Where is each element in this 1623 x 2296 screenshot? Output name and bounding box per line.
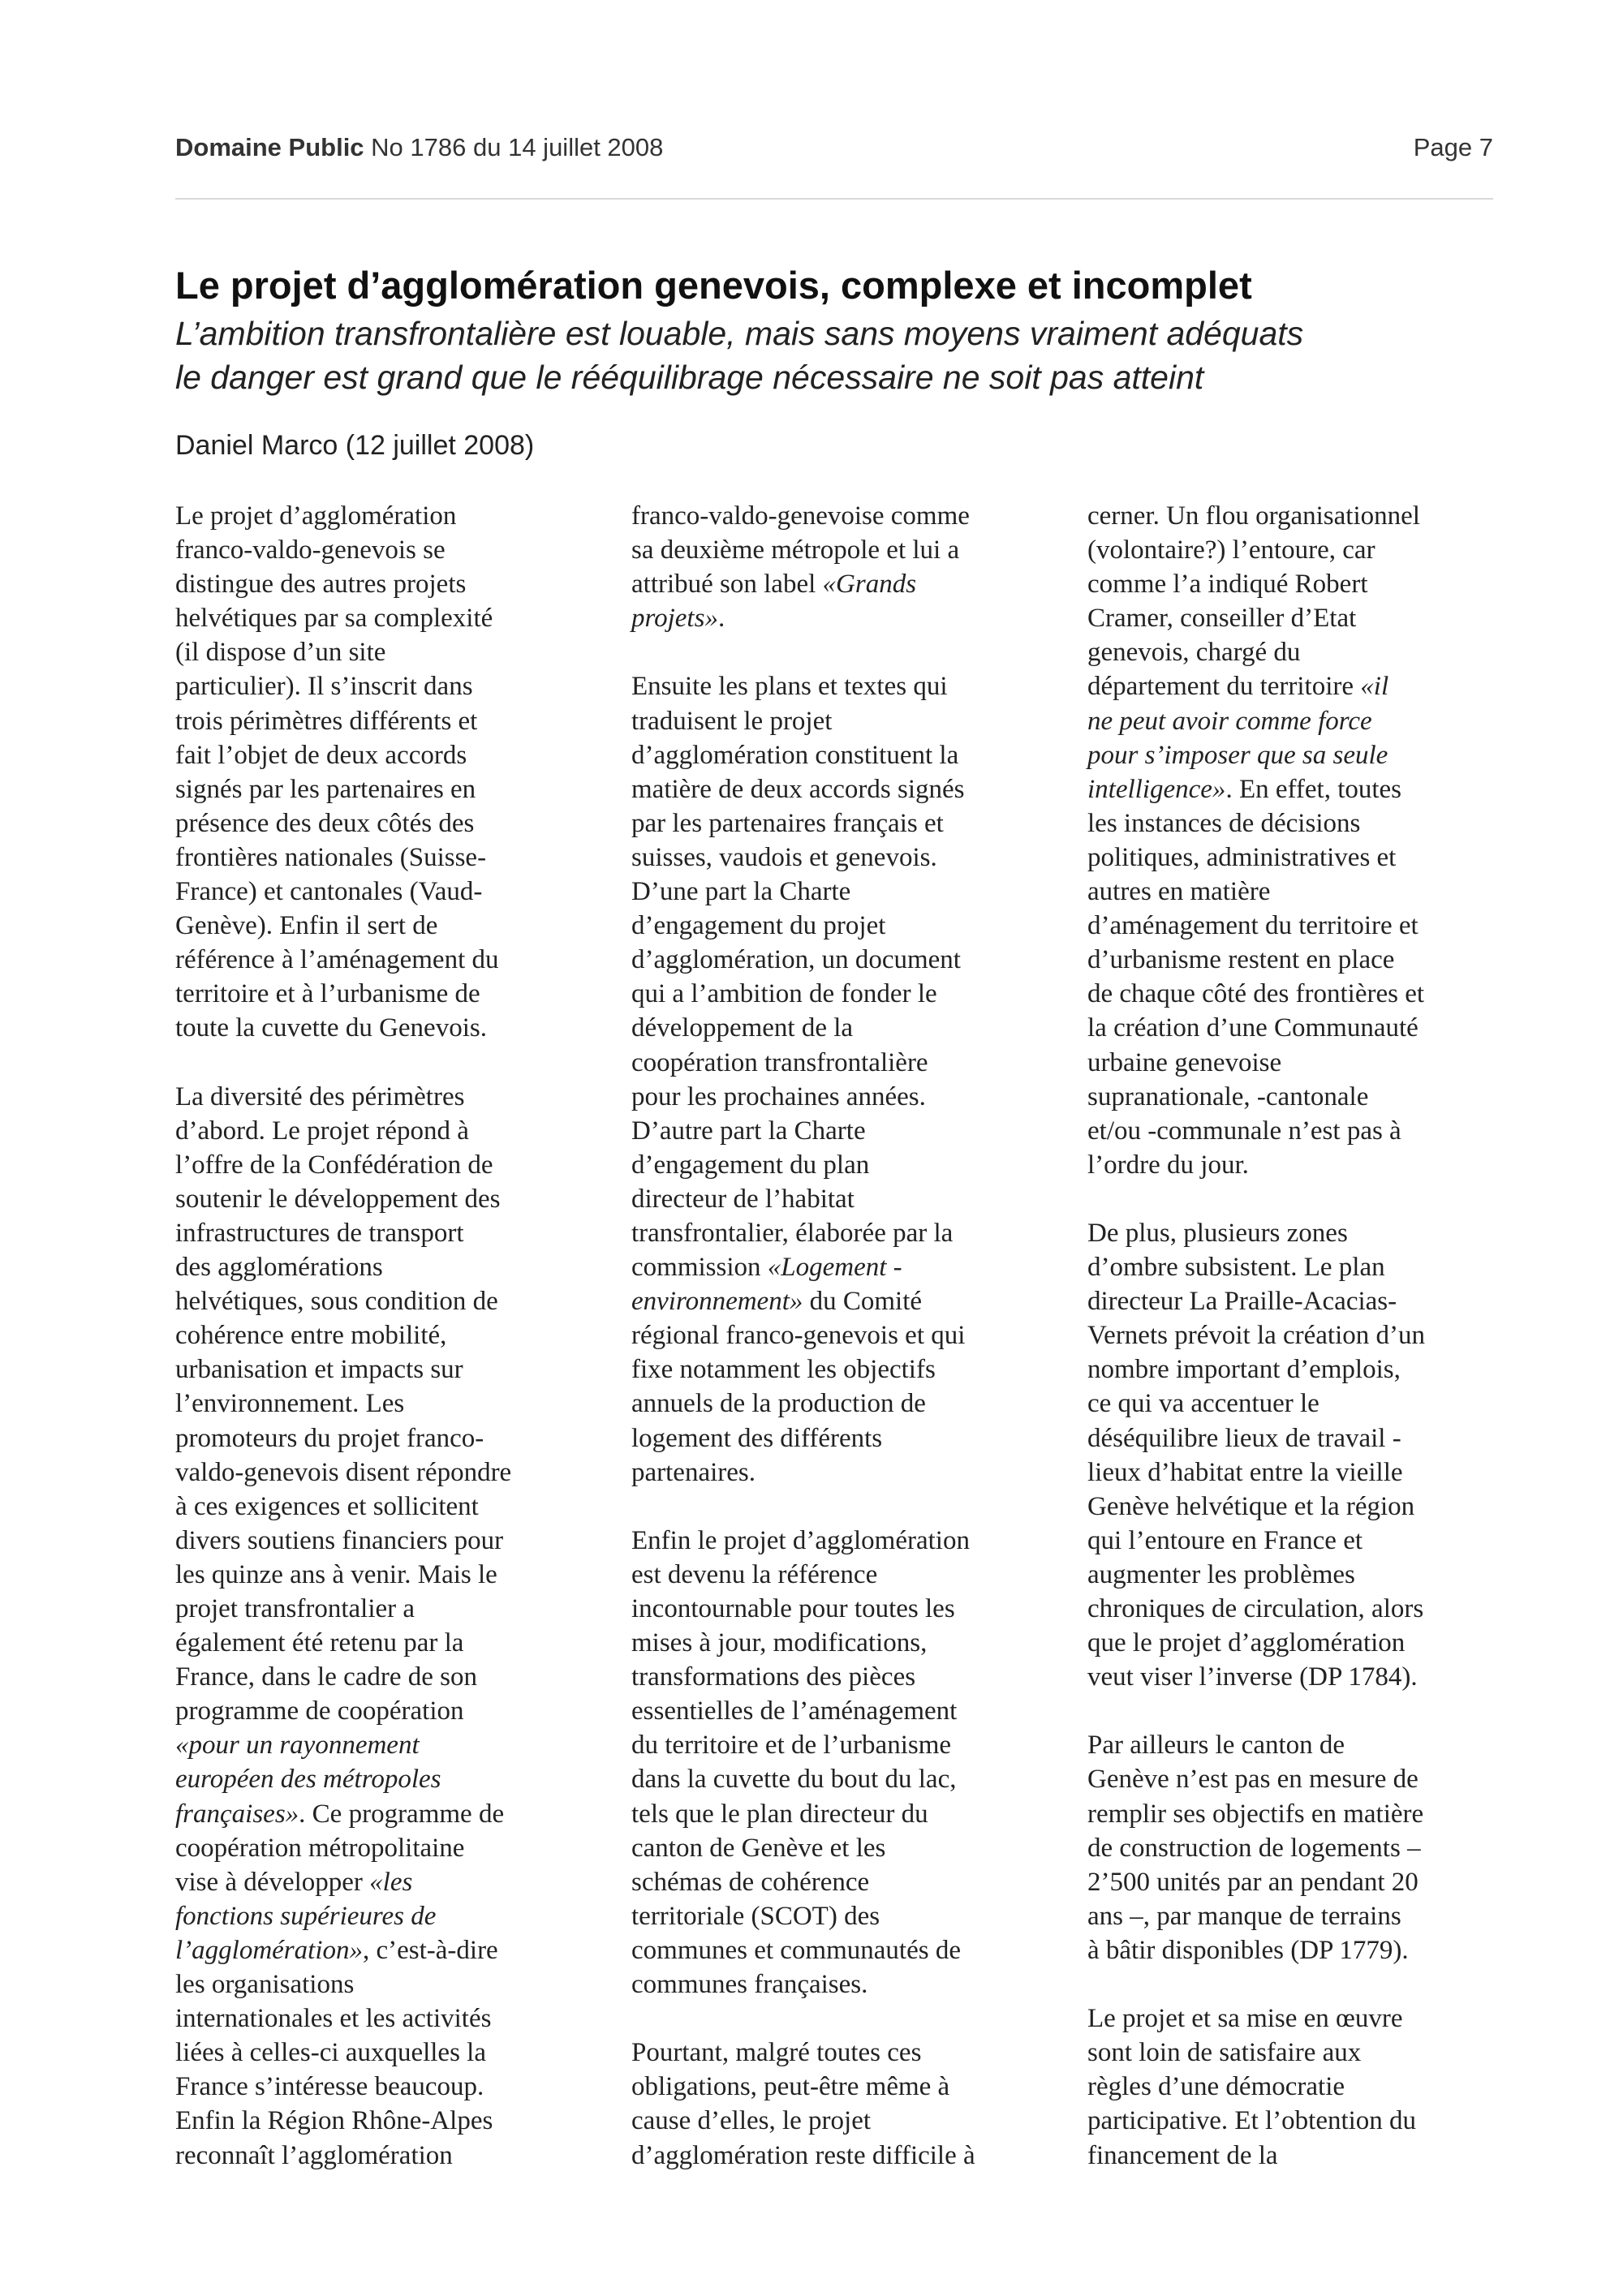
text-line: divers soutiens financiers pour <box>175 1525 504 1555</box>
text-line: promoteurs du projet franco- <box>175 1423 484 1453</box>
text-line: fait l’objet de deux accords <box>175 740 467 770</box>
text-line: D’autre part la Charte <box>631 1116 866 1146</box>
text-line: augmenter les problèmes <box>1087 1559 1355 1589</box>
text-line: supranationale, -cantonale <box>1087 1081 1369 1111</box>
text-line: France) et cantonales (Vaud- <box>175 877 483 907</box>
text-line: helvétiques, sous condition de <box>175 1287 498 1317</box>
text-line: présence des deux côtés des <box>175 808 475 838</box>
text-line: Par ailleurs le canton de <box>1087 1731 1345 1761</box>
text-line: fixe notamment les objectifs <box>631 1355 936 1385</box>
text-line: dans la cuvette du bout du lac, <box>631 1765 957 1795</box>
text-line: l’offre de la Confédération de <box>175 1150 493 1180</box>
text-line: tels que le plan directeur du <box>631 1799 928 1829</box>
text-line: franco-valdo-genevois se <box>175 535 446 565</box>
text-line: canton de Genève et les <box>631 1833 886 1863</box>
text-line: référence à l’aménagement du <box>175 945 499 975</box>
page-number: Page 7 <box>1413 133 1493 161</box>
text-line: régional franco-genevois et qui <box>631 1321 966 1351</box>
text-line: transformations des pièces <box>631 1662 916 1692</box>
text-line: d’abord. Le projet répond à <box>175 1116 469 1146</box>
text-line: et/ou -communale n’est pas à <box>1087 1116 1401 1146</box>
text-line: cohérence entre mobilité, <box>175 1321 447 1351</box>
text-line: européen des métropoles <box>175 1765 441 1795</box>
text-line: ne peut avoir comme force <box>1087 706 1372 736</box>
text-line: Enfin la Région Rhône-Alpes <box>175 2106 493 2136</box>
text-line: développement de la <box>631 1013 854 1043</box>
text-line: pour les prochaines années. <box>631 1081 926 1111</box>
issue-info: No 1786 du 14 juillet 2008 <box>371 133 664 161</box>
text-line: d’engagement du projet <box>631 911 886 941</box>
text-column-3 <box>1087 499 1509 2173</box>
text-line: est devenu la référence <box>631 1559 878 1589</box>
text-line: France s’intéresse beaucoup. <box>175 2072 484 2102</box>
text-line: territoriale (SCOT) des <box>631 1901 880 1931</box>
text-line: matière de deux accords signés <box>631 774 965 804</box>
text-line: D’une part la Charte <box>631 877 851 907</box>
text-line: toute la cuvette du Genevois. <box>175 1013 487 1043</box>
text-line: Le projet d’agglomération <box>175 501 457 531</box>
text-column-1 <box>175 499 597 2173</box>
text-line: remplir ses objectifs en matière <box>1087 1799 1424 1829</box>
text-line: sont loin de satisfaire aux <box>1087 2038 1362 2068</box>
text-line: communes et communautés de <box>631 1935 961 1965</box>
text-line: France, dans le cadre de son <box>175 1662 478 1692</box>
text-line: françaises». Ce programme de <box>175 1799 505 1829</box>
text-line: annuels de la production de <box>631 1389 926 1419</box>
text-line: cerner. Un flou organisationnel <box>1087 501 1420 531</box>
text-line: d’aménagement du territoire et <box>1087 911 1419 941</box>
text-line: (il dispose d’un site <box>175 638 386 668</box>
text-line: cause d’elles, le projet <box>631 2106 872 2136</box>
article-title: Le projet d’agglomération genevois, complexe et incomplet <box>175 264 1252 307</box>
page-header <box>175 133 1493 169</box>
text-line: vise à développer «les <box>175 1867 413 1897</box>
article-subtitle <box>175 312 1514 399</box>
text-line: territoire et à l’urbanisme de <box>175 979 480 1009</box>
text-line: commission «Logement - <box>631 1253 902 1283</box>
text-line: financement de la <box>1087 2140 1278 2170</box>
text-line: logement des différents <box>631 1423 883 1453</box>
paragraph-gap <box>175 1046 597 1080</box>
text-line: la création d’une Communauté <box>1087 1013 1419 1043</box>
text-line: du territoire et de l’urbanisme <box>631 1731 952 1761</box>
paragraph-gap <box>1087 1694 1509 1728</box>
text-column-2 <box>631 499 1053 2173</box>
text-line: environnement» du Comité <box>631 1287 923 1317</box>
text-line: d’agglomération reste difficile à <box>631 2140 975 2170</box>
text-line: politiques, administratives et <box>1087 842 1397 872</box>
text-line: veut viser l’inverse (DP 1784). <box>1087 1662 1418 1692</box>
text-line: obligations, peut-être même à <box>631 2072 950 2102</box>
text-line: «pour un rayonnement <box>175 1731 420 1761</box>
text-line: l’agglomération», c’est-à-dire <box>175 1935 498 1965</box>
text-line: valdo-genevois disent répondre <box>175 1457 512 1487</box>
text-line: ce qui va accentuer le <box>1087 1389 1319 1419</box>
text-line: directeur La Praille-Acacias- <box>1087 1287 1397 1317</box>
text-line: l’environnement. Les <box>175 1389 405 1419</box>
text-line: De plus, plusieurs zones <box>1087 1218 1348 1248</box>
text-line: par les partenaires français et <box>631 808 944 838</box>
text-line: Pourtant, malgré toutes ces <box>631 2038 922 2068</box>
text-line: communes françaises. <box>631 1970 868 2000</box>
text-line: de chaque côté des frontières et <box>1087 979 1425 1009</box>
publication-name: Domaine Public <box>175 133 364 161</box>
header-divider <box>175 198 1493 200</box>
text-line: Enfin le projet d’agglomération <box>631 1525 970 1555</box>
text-line: les quinze ans à venir. Mais le <box>175 1559 497 1589</box>
text-line: soutenir le développement des <box>175 1184 501 1214</box>
text-line: partenaires. <box>631 1457 756 1487</box>
text-line: internationales et les activités <box>175 2004 492 2034</box>
text-line: fonctions supérieures de <box>175 1901 437 1931</box>
text-line: programme de coopération <box>175 1696 464 1726</box>
text-line: participative. Et l’obtention du <box>1087 2106 1417 2136</box>
text-line: les instances de décisions <box>1087 808 1361 838</box>
text-line: particulier). Il s’inscrit dans <box>175 672 473 702</box>
text-line: urbanisation et impacts sur <box>175 1355 463 1385</box>
text-line: règles d’une démocratie <box>1087 2072 1345 2102</box>
text-line: à bâtir disponibles (DP 1779). <box>1087 1935 1409 1965</box>
text-line: intelligence». En effet, toutes <box>1087 774 1402 804</box>
paragraph-gap <box>631 635 1053 669</box>
text-line: d’agglomération constituent la <box>631 740 959 770</box>
text-line: Genève). Enfin il sert de <box>175 911 438 941</box>
text-line: qui l’entoure en France et <box>1087 1525 1363 1555</box>
byline: Daniel Marco (12 juillet 2008) <box>175 430 535 461</box>
text-line: les organisations <box>175 1970 355 2000</box>
text-line: liées à celles-ci auxquelles la <box>175 2038 486 2068</box>
text-line: qui a l’ambition de fonder le <box>631 979 937 1009</box>
text-line: attribué son label «Grands <box>631 570 917 600</box>
text-line: déséquilibre lieux de travail - <box>1087 1423 1401 1453</box>
text-line: à ces exigences et sollicitent <box>175 1491 479 1521</box>
text-line: département du territoire «il <box>1087 672 1389 702</box>
paragraph-gap <box>631 1490 1053 1524</box>
text-line: que le projet d’agglomération <box>1087 1628 1406 1658</box>
text-line: incontournable pour toutes les <box>631 1594 955 1623</box>
text-line: distingue des autres projets <box>175 570 467 600</box>
text-line: Ensuite les plans et textes qui <box>631 672 948 702</box>
text-line: mises à jour, modifications, <box>631 1628 928 1658</box>
subtitle-line: le danger est grand que le rééquilibrage nécessaire ne soit pas atteint <box>175 359 1204 396</box>
text-line: trois périmètres différents et <box>175 706 478 736</box>
text-line: transfrontalier, élaborée par la <box>631 1218 954 1248</box>
text-line: signés par les partenaires en <box>175 774 476 804</box>
text-line: autres en matière <box>1087 877 1271 907</box>
text-line: d’engagement du plan <box>631 1150 870 1180</box>
text-line: schémas de cohérence <box>631 1867 870 1897</box>
text-line: de construction de logements – <box>1087 1833 1421 1863</box>
text-line: helvétiques par sa complexité <box>175 604 493 634</box>
text-line: ans –, par manque de terrains <box>1087 1901 1401 1931</box>
text-line: Genève helvétique et la région <box>1087 1491 1415 1521</box>
text-line: d’ombre subsistent. Le plan <box>1087 1253 1385 1283</box>
text-line: essentielles de l’aménagement <box>631 1696 958 1726</box>
text-line: sa deuxième métropole et lui a <box>631 535 960 565</box>
text-line: franco-valdo-genevoise comme <box>631 501 970 531</box>
text-line: d’agglomération, un document <box>631 945 961 975</box>
text-line: nombre important d’emplois, <box>1087 1355 1401 1385</box>
text-line: urbaine genevoise <box>1087 1047 1282 1077</box>
text-line: directeur de l’habitat <box>631 1184 855 1214</box>
text-line: 2’500 unités par an pendant 20 <box>1087 1867 1419 1897</box>
text-line: frontières nationales (Suisse- <box>175 842 487 872</box>
text-line: traduisent le projet <box>631 706 833 736</box>
paragraph-gap <box>631 2001 1053 2036</box>
text-line: comme l’a indiqué Robert <box>1087 570 1368 600</box>
text-line: projet transfrontalier a <box>175 1594 415 1623</box>
text-line: suisses, vaudois et genevois. <box>631 842 937 872</box>
paragraph-gap <box>1087 1967 1509 2001</box>
text-line: genevois, chargé du <box>1087 638 1301 668</box>
text-line: Le projet et sa mise en œuvre <box>1087 2004 1403 2034</box>
text-line: lieux d’habitat entre la vieille <box>1087 1457 1403 1487</box>
subtitle-line: L’ambition transfrontalière est louable, mais sans moyens vraiment adéquats <box>175 315 1304 352</box>
text-line: chroniques de circulation, alors <box>1087 1594 1424 1623</box>
text-line: projets». <box>631 604 725 634</box>
text-line: également été retenu par la <box>175 1628 464 1658</box>
text-line: Cramer, conseiller d’Etat <box>1087 604 1357 634</box>
text-line: Genève n’est pas en mesure de <box>1087 1765 1419 1795</box>
text-line: infrastructures de transport <box>175 1218 464 1248</box>
paragraph-gap <box>1087 1182 1509 1216</box>
text-line: La diversité des périmètres <box>175 1081 465 1111</box>
text-line: coopération métropolitaine <box>175 1833 465 1863</box>
text-line: Vernets prévoit la création d’un <box>1087 1321 1426 1351</box>
text-line: des agglomérations <box>175 1253 383 1283</box>
text-line: (volontaire?) l’entoure, car <box>1087 535 1375 565</box>
text-line: pour s’imposer que sa seule <box>1087 740 1388 770</box>
text-line: reconnaît l’agglomération <box>175 2140 453 2170</box>
publication-info <box>175 133 663 162</box>
text-line: l’ordre du jour. <box>1087 1150 1249 1180</box>
text-line: d’urbanisme restent en place <box>1087 945 1395 975</box>
text-line: coopération transfrontalière <box>631 1047 928 1077</box>
